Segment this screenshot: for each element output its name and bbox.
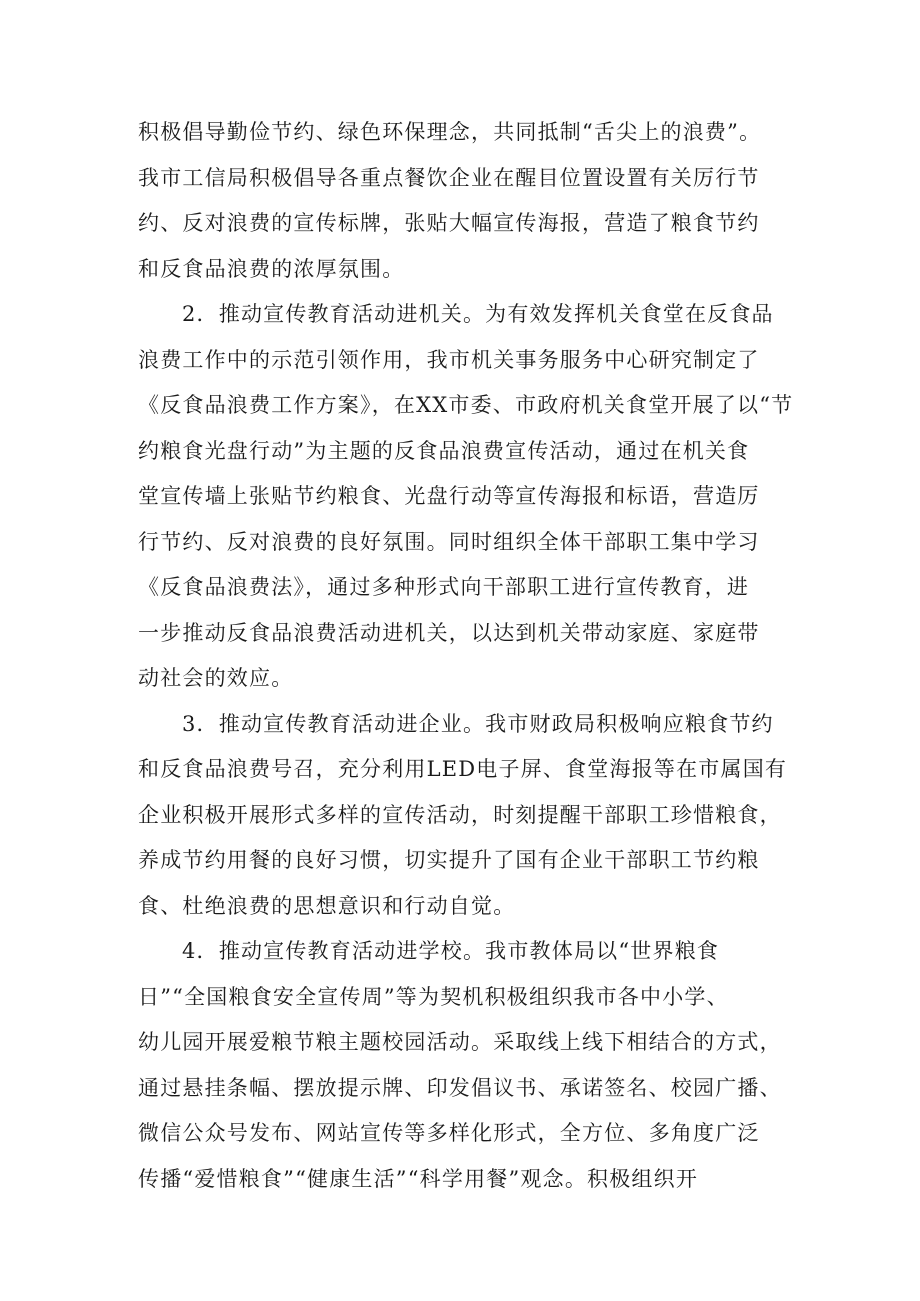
text-line: 日”“全国粮食安全宣传周”等为契机积极组织我市各中小学、 bbox=[138, 984, 729, 1009]
text-line: 通过悬挂条幅、摆放提示牌、印发倡议书、承诺签名、校园广播、 bbox=[138, 1075, 782, 1100]
text-line: 行节约、反对浪费的良好氛围。同时组织全体干部职工集中学习 bbox=[138, 529, 760, 554]
text-line: 3．推动宣传教育活动进企业。我市财政局积极响应粮食节约 bbox=[182, 711, 774, 736]
paragraph-p3 bbox=[138, 929, 798, 1202]
text-line: 一步推动反食品浪费活动进机关，以达到机关带动家庭、家庭带 bbox=[138, 620, 760, 645]
text-line: 传播“爱惜粮食”“健康生活”“科学用餐”观念。积极组织开 bbox=[138, 1166, 699, 1191]
text-line: 养成节约用餐的良好习惯，切实提升了国有企业干部职工节约粮 bbox=[138, 848, 760, 872]
paragraph-p0 bbox=[138, 110, 798, 292]
text-line: 浪费工作中的示范引领作用，我市机关事务服务中心研究制定了 bbox=[138, 347, 760, 372]
text-line: 《反食品浪费工作方案》，在XX市委、市政府机关食堂开展了以“节 bbox=[138, 393, 794, 417]
text-line: 2．推动宣传教育活动进机关。为有效发挥机关食堂在反食品 bbox=[182, 302, 774, 326]
text-line: 堂宣传墙上张贴节约粮食、光盘行动等宣传海报和标语，营造厉 bbox=[138, 484, 760, 508]
text-line: 微信公众号发布、网站宣传等多样化形式，全方位、多角度广泛 bbox=[138, 1121, 760, 1145]
text-line: 约、反对浪费的宣传标牌，张贴大幅宣传海报，营造了粮食节约 bbox=[138, 211, 760, 235]
text-line: 和反食品浪费号召，充分利用LED电子屏、食堂海报等在市属国有 bbox=[138, 757, 788, 781]
paragraph-p1 bbox=[138, 292, 798, 702]
text-line: 企业积极开展形式多样的宣传活动，时刻提醒干部职工珍惜粮食， bbox=[138, 802, 782, 827]
document-body bbox=[138, 110, 798, 1202]
text-line: 幼儿园开展爱粮节粮主题校园活动。采取线上线下相结合的方式， bbox=[138, 1030, 782, 1054]
text-line: 积极倡导勤俭节约、绿色环保理念，共同抵制“舌尖上的浪费”。 bbox=[138, 120, 762, 144]
text-line: 《反食品浪费法》，通过多种形式向干部职工进行宣传教育，进 bbox=[138, 575, 750, 599]
text-line: 动社会的效应。 bbox=[138, 666, 294, 690]
text-line: 食、杜绝浪费的思想意识和行动自觉。 bbox=[138, 893, 516, 918]
text-line: 我市工信局积极倡导各重点餐饮企业在醒目位置设置有关厉行节 bbox=[138, 165, 760, 190]
text-line: 4．推动宣传教育活动进学校。我市教体局以“世界粮食 bbox=[182, 939, 720, 963]
paragraph-p2 bbox=[138, 702, 798, 930]
text-line: 和反食品浪费的浓厚氛围。 bbox=[138, 256, 405, 281]
text-line: 约粮食光盘行动”为主题的反食品浪费宣传活动，通过在机关食 bbox=[138, 438, 750, 463]
